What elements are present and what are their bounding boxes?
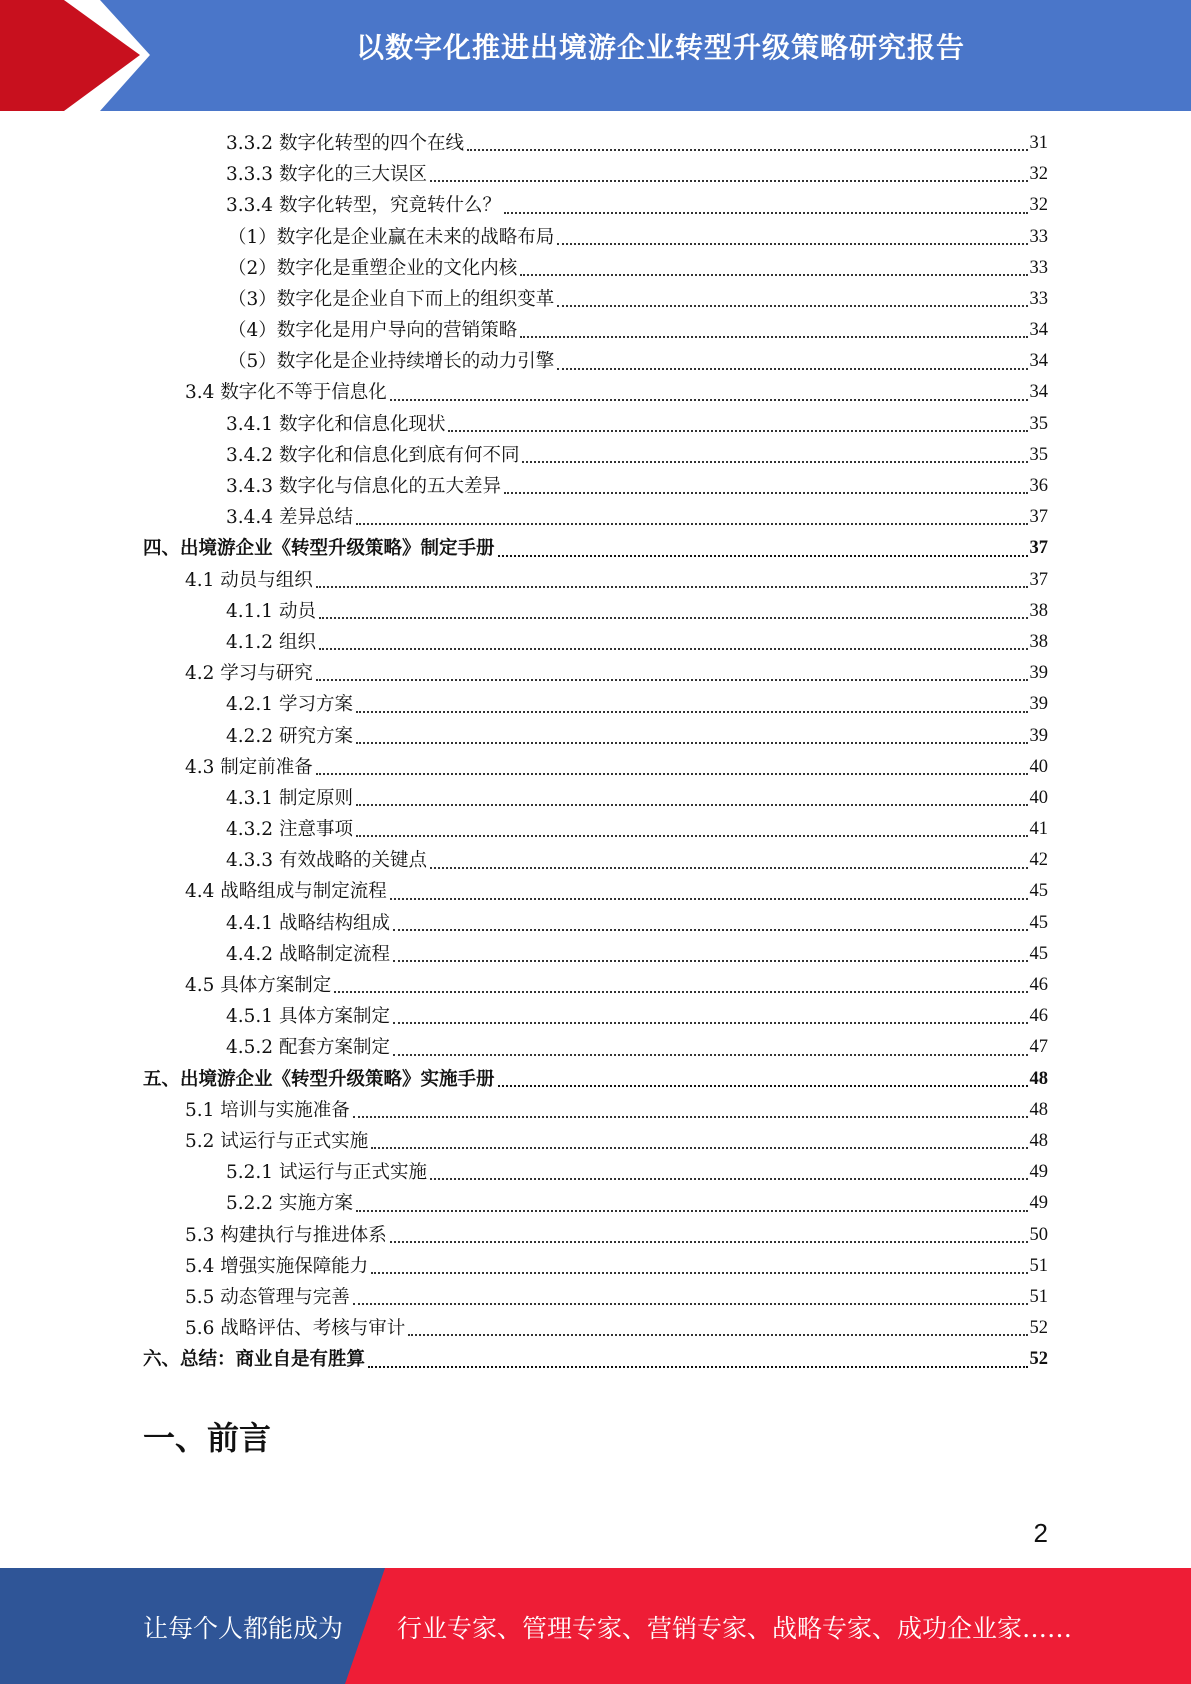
toc-entry-page: 51: [1029, 1286, 1048, 1307]
toc-dot-leader: [390, 1240, 1028, 1243]
toc-entry[interactable]: [143, 222, 1048, 253]
toc-entry-label: 3.4.1 数字化和信息化现状: [226, 413, 446, 435]
toc-entry[interactable]: [143, 970, 1048, 1001]
toc-entry-label: 3.4.4 差异总结: [226, 507, 353, 529]
toc-dot-leader: [316, 678, 1028, 681]
toc-dot-leader: [353, 1302, 1028, 1305]
toc-entry-page: 40: [1029, 787, 1048, 808]
toc-entry-label: 4.1.1 动员: [226, 600, 316, 622]
toc-dot-leader: [504, 491, 1028, 494]
toc-entry-page: 52: [1029, 1349, 1048, 1370]
toc-entry[interactable]: [143, 596, 1048, 627]
toc-entry-page: 37: [1029, 507, 1048, 528]
toc-dot-leader: [408, 1333, 1027, 1336]
toc-entry[interactable]: [143, 284, 1048, 315]
toc-entry-page: 48: [1029, 1099, 1048, 1120]
toc-entry-page: 33: [1029, 257, 1048, 278]
toc-dot-leader: [371, 1271, 1027, 1274]
toc-entry[interactable]: [143, 721, 1048, 752]
toc-entry[interactable]: [143, 471, 1048, 502]
toc-entry-page: 38: [1029, 600, 1048, 621]
toc-dot-leader: [393, 928, 1028, 931]
toc-entry-label: 六、总结：商业自是有胜算: [143, 1349, 366, 1371]
toc-entry-page: 47: [1029, 1037, 1048, 1058]
toc-entry[interactable]: [143, 783, 1048, 814]
toc-entry[interactable]: [143, 658, 1048, 689]
toc-entry-page: 33: [1029, 226, 1048, 247]
toc-entry-label: 4.5.1 具体方案制定: [226, 1006, 390, 1028]
toc-entry-label: 5.5 动态管理与完善: [185, 1286, 350, 1308]
toc-dot-leader: [498, 1084, 1028, 1087]
toc-entry-label: 4.2 学习与研究: [185, 663, 313, 685]
toc-entry-label: （3）数字化是企业自下而上的组织变革: [228, 288, 555, 310]
toc-entry-label: （4）数字化是用户导向的营销策略: [228, 320, 518, 342]
toc-entry[interactable]: [143, 1095, 1048, 1126]
toc-entry-label: 四、出境游企业《转型升级策略》制定手册: [143, 538, 495, 560]
toc-entry-label: 5.2.2 实施方案: [226, 1193, 353, 1215]
toc-entry-page: 36: [1029, 476, 1048, 497]
page-number: 2: [1033, 1518, 1048, 1548]
toc-entry[interactable]: [143, 1282, 1048, 1313]
toc-dot-leader: [319, 616, 1028, 619]
toc-entry[interactable]: [143, 533, 1048, 564]
toc-dot-leader: [368, 1365, 1027, 1368]
toc-entry[interactable]: [143, 315, 1048, 346]
toc-entry-page: 34: [1029, 351, 1048, 372]
toc-entry-label: 5.3 构建执行与推进体系: [185, 1224, 387, 1246]
toc-entry[interactable]: [143, 440, 1048, 471]
toc-dot-leader: [430, 179, 1028, 182]
toc-entry-page: 48: [1029, 1068, 1048, 1089]
toc-entry-page: 48: [1029, 1130, 1048, 1151]
toc-entry[interactable]: [143, 565, 1048, 596]
toc-entry-page: 33: [1029, 288, 1048, 309]
toc-dot-leader: [319, 647, 1028, 650]
toc-entry-page: 46: [1029, 975, 1048, 996]
toc-entry-label: 4.5.2 配套方案制定: [226, 1037, 390, 1059]
toc-entry-label: 5.6 战略评估、考核与审计: [185, 1318, 406, 1340]
toc-dot-leader: [356, 741, 1028, 744]
toc-entry-label: 4.3.2 注意事项: [226, 819, 353, 841]
toc-entry-label: 3.3.2 数字化转型的四个在线: [226, 132, 464, 154]
toc-entry-page: 49: [1029, 1162, 1048, 1183]
toc-dot-leader: [316, 772, 1028, 775]
toc-entry-label: 3.3.3 数字化的三大误区: [226, 164, 427, 186]
toc-dot-leader: [557, 242, 1027, 245]
toc-entry-label: 5.2 试运行与正式实施: [185, 1130, 369, 1152]
toc-entry-label: 3.4.2 数字化和信息化到底有何不同: [226, 444, 520, 466]
toc-entry-label: 3.3.4 数字化转型，究竟转什么？: [226, 195, 501, 217]
toc-entry-label: 五、出境游企业《转型升级策略》实施手册: [143, 1068, 495, 1090]
toc-dot-leader: [430, 866, 1028, 869]
toc-entry-page: 37: [1029, 538, 1048, 559]
toc-entry[interactable]: [143, 814, 1048, 845]
toc-dot-leader: [498, 554, 1028, 557]
toc-entry-label: 5.2.1 试运行与正式实施: [226, 1162, 427, 1184]
toc-entry-label: 4.3.1 制定原则: [226, 787, 353, 809]
section-heading: 一、前言: [143, 1419, 272, 1457]
toc-dot-leader: [522, 460, 1027, 463]
toc-entry-label: （2）数字化是重塑企业的文化内核: [228, 257, 518, 279]
footer-slogan-left: 让每个人都能成为: [143, 1614, 344, 1643]
toc-entry-page: 42: [1029, 850, 1048, 871]
toc-entry[interactable]: [143, 1001, 1048, 1032]
toc-entry[interactable]: [143, 845, 1048, 876]
toc-entry[interactable]: [143, 1188, 1048, 1219]
toc-entry-page: 49: [1029, 1193, 1048, 1214]
toc-entry-label: 5.1 培训与实施准备: [185, 1099, 350, 1121]
toc-dot-leader: [356, 834, 1028, 837]
toc-entry-page: 39: [1029, 725, 1048, 746]
toc-entry[interactable]: [143, 159, 1048, 190]
footer-slogan-right: 行业专家、管理专家、营销专家、战略专家、成功企业家……: [397, 1614, 1073, 1643]
toc-dot-leader: [557, 367, 1027, 370]
toc-entry-label: 5.4 增强实施保障能力: [185, 1255, 369, 1277]
toc-entry-label: 4.3.3 有效战略的关键点: [226, 850, 427, 872]
toc-dot-leader: [356, 710, 1028, 713]
toc-dot-leader: [371, 1146, 1027, 1149]
toc-dot-leader: [430, 1177, 1028, 1180]
toc-entry-label: 4.4.2 战略制定流程: [226, 943, 390, 965]
toc-entry[interactable]: [143, 409, 1048, 440]
toc-dot-leader: [504, 211, 1028, 214]
toc-entry-page: 45: [1029, 881, 1048, 902]
toc-entry-page: 51: [1029, 1255, 1048, 1276]
toc-dot-leader: [334, 990, 1027, 993]
toc-entry[interactable]: [143, 1126, 1048, 1157]
toc-entry-label: 4.4.1 战略结构组成: [226, 912, 390, 934]
toc-entry-page: 38: [1029, 631, 1048, 652]
toc-entry-label: 3.4.3 数字化与信息化的五大差异: [226, 476, 501, 498]
toc-entry-label: （5）数字化是企业持续增长的动力引擎: [228, 351, 555, 373]
toc-entry-label: 4.5 具体方案制定: [185, 975, 332, 997]
page-header: [0, 0, 1191, 111]
toc-entry-page: 52: [1029, 1318, 1048, 1339]
toc-dot-leader: [520, 273, 1027, 276]
toc-dot-leader: [448, 429, 1027, 432]
toc-entry-page: 41: [1029, 819, 1048, 840]
toc-dot-leader: [393, 1053, 1028, 1056]
toc-entry-page: 31: [1029, 132, 1048, 153]
toc-entry-label: （1）数字化是企业赢在未来的战略布局: [228, 226, 555, 248]
toc-entry-page: 37: [1029, 569, 1048, 590]
toc-entry-label: 4.1.2 组织: [226, 631, 316, 653]
document-title: 以数字化推进出境游企业转型升级策略研究报告: [355, 31, 965, 64]
toc-dot-leader: [520, 335, 1027, 338]
toc-entry-page: 35: [1029, 444, 1048, 465]
toc-entry[interactable]: [143, 253, 1048, 284]
page-footer: [0, 1568, 1191, 1684]
toc-entry[interactable]: [143, 1220, 1048, 1251]
toc-entry-label: 4.2.2 研究方案: [226, 725, 353, 747]
toc-dot-leader: [316, 585, 1028, 588]
toc-dot-leader: [557, 304, 1027, 307]
toc-entry-page: 35: [1029, 413, 1048, 434]
toc-entry[interactable]: [143, 1064, 1048, 1095]
toc-entry-label: 4.4 战略组成与制定流程: [185, 881, 387, 903]
toc-entry[interactable]: [143, 627, 1048, 658]
toc-entry-label: 4.3 制定前准备: [185, 756, 313, 778]
toc-dot-leader: [393, 959, 1028, 962]
toc-entry-page: 45: [1029, 912, 1048, 933]
toc-entry[interactable]: [143, 346, 1048, 377]
toc-entry[interactable]: [143, 877, 1048, 908]
toc-dot-leader: [393, 1021, 1028, 1024]
toc-entry[interactable]: [143, 190, 1048, 221]
toc-entry-label: 3.4 数字化不等于信息化: [185, 382, 387, 404]
toc-entry-label: 4.2.1 学习方案: [226, 694, 353, 716]
toc-dot-leader: [356, 522, 1028, 525]
table-of-contents: [143, 128, 1048, 1376]
toc-entry-page: 32: [1029, 164, 1048, 185]
toc-entry[interactable]: [143, 1157, 1048, 1188]
toc-dot-leader: [390, 897, 1028, 900]
toc-entry[interactable]: [143, 908, 1048, 939]
toc-entry-page: 39: [1029, 694, 1048, 715]
toc-entry[interactable]: [143, 1251, 1048, 1282]
toc-entry[interactable]: [143, 1344, 1048, 1375]
toc-entry-page: 46: [1029, 1006, 1048, 1027]
toc-dot-leader: [467, 148, 1028, 151]
toc-entry[interactable]: [143, 939, 1048, 970]
toc-dot-leader: [390, 398, 1028, 401]
toc-entry-page: 34: [1029, 320, 1048, 341]
toc-dot-leader: [356, 1209, 1028, 1212]
toc-entry[interactable]: [143, 1032, 1048, 1063]
toc-entry[interactable]: [143, 378, 1048, 409]
toc-entry[interactable]: [143, 1313, 1048, 1344]
toc-entry-label: 4.1 动员与组织: [185, 569, 313, 591]
toc-entry[interactable]: [143, 689, 1048, 720]
toc-dot-leader: [353, 1115, 1028, 1118]
toc-entry-page: 45: [1029, 943, 1048, 964]
toc-entry[interactable]: [143, 752, 1048, 783]
toc-entry-page: 34: [1029, 382, 1048, 403]
toc-entry[interactable]: [143, 128, 1048, 159]
toc-entry[interactable]: [143, 502, 1048, 533]
toc-entry-page: 50: [1029, 1224, 1048, 1245]
toc-entry-page: 40: [1029, 756, 1048, 777]
toc-dot-leader: [356, 803, 1028, 806]
toc-entry-page: 39: [1029, 663, 1048, 684]
toc-entry-page: 32: [1029, 195, 1048, 216]
